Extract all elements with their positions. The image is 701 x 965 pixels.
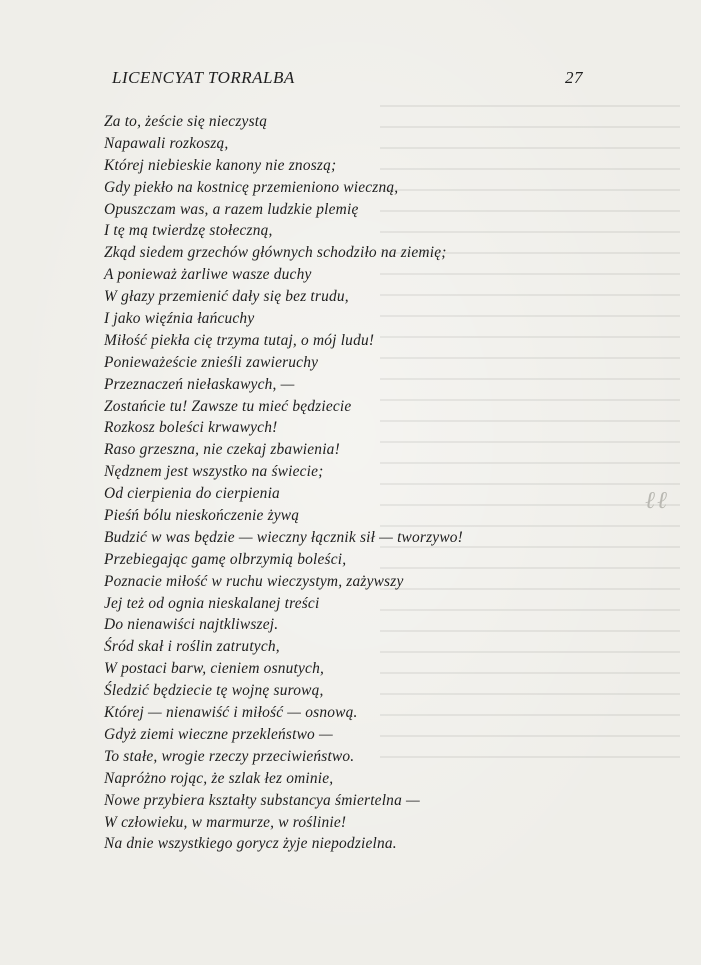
running-header: [112, 68, 583, 92]
poem-line: Pieśń bólu nieskończenie żywą: [104, 507, 300, 525]
poem-line: Na dnie wszystkiego gorycz żyje niepodzielna.: [104, 835, 397, 853]
poem-line: Której — nienawiść i miłość — osnową.: [104, 704, 358, 722]
poem-line: Zkąd siedem grzechów głównych schodziło na ziemię;: [104, 244, 447, 262]
running-title: LICENCYAT TORRALBA: [112, 68, 295, 87]
poem-line: Od cierpienia do cierpienia: [104, 485, 280, 503]
poem-line: Rozkosz boleści krwawych!: [104, 419, 278, 437]
poem-line: Napawali rozkoszą,: [104, 134, 229, 152]
poem-line: Przebiegając gamę olbrzymią boleści,: [104, 550, 347, 568]
poem-line: Której niebieskie kanony nie znoszą;: [104, 156, 337, 174]
poem-line: I jako więźnia łańcuchy: [104, 310, 255, 328]
page-number: 27: [565, 68, 583, 87]
poem-line: W postaci barw, cieniem osnutych,: [104, 660, 325, 678]
poem-text: [104, 111, 584, 855]
poem-line: Zostańcie tu! Zawsze tu mieć będziecie: [104, 397, 352, 415]
poem-line: W człowieku, w marmurze, w roślinie!: [104, 813, 347, 831]
poem-line: Opuszczam was, a razem ludzkie plemię: [104, 200, 359, 218]
poem-line: Jej też od ognia nieskalanej treści: [104, 594, 320, 612]
poem-line: Poznacie miłość w ruchu wieczystym, zażywszy: [104, 572, 404, 590]
poem-line: Za to, żeście się nieczystą: [104, 113, 268, 130]
poem-line: Nowe przybiera kształty substancya śmiertelna —: [104, 791, 420, 809]
poem-line: Raso grzeszna, nie czekaj zbawienia!: [104, 441, 340, 459]
poem-line: Gdyż ziemi wieczne przekleństwo —: [104, 725, 333, 743]
poem-line: Do nienawiści najtkliwszej.: [104, 616, 279, 634]
poem-line: Nędznem jest wszystko na świecie;: [104, 463, 324, 481]
poem-line: Gdy piekło na kostnicę przemieniono wieczną,: [104, 178, 399, 196]
poem-line: Ponieważeście znieśli zawieruchy: [104, 353, 319, 371]
poem-line: Śledzić będziecie tę wojnę surową,: [104, 682, 324, 700]
poem-line: I tę mą twierdzę stołeczną,: [104, 222, 273, 240]
poem-line: Śród skał i roślin zatrutych,: [104, 638, 280, 656]
poem-line: Napróżno rojąc, że szlak łez ominie,: [104, 769, 334, 787]
poem-line: Przeznaczeń niełaskawych, —: [104, 375, 295, 393]
margin-pencil-mark: ℓℓ: [645, 488, 669, 514]
poem-line: Budzić w was będzie — wieczny łącznik sił — tworzywo!: [104, 528, 464, 546]
poem-line: To stałe, wrogie rzeczy przeciwieństwo.: [104, 747, 355, 765]
poem-line: Miłość piekła cię trzyma tutaj, o mój ludu!: [104, 331, 375, 349]
poem-line: A ponieważ żarliwe wasze duchy: [104, 266, 312, 284]
poem-line: W głazy przemienić dały się bez trudu,: [104, 288, 349, 306]
